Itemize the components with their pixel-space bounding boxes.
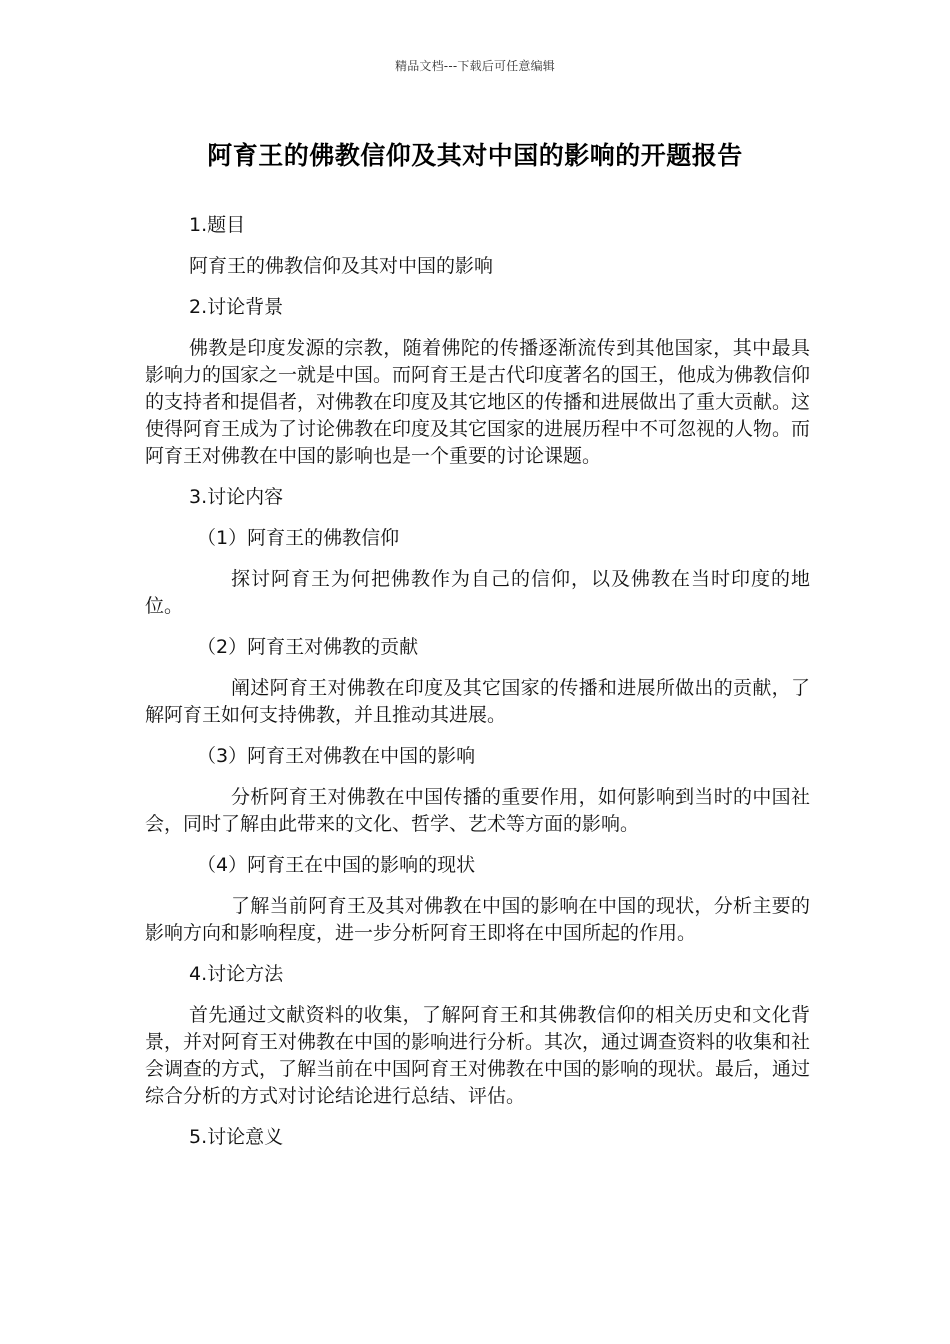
- page-header: 精品文档---下载后可任意编辑: [395, 59, 555, 73]
- subsection-text: 了解当前阿育王及其对佛教在中国的影响在中国的现状，分析主要的影响方向和影响程度，进一步分析阿育王即将在中国所起的作用。: [145, 895, 810, 944]
- subsection-heading: （1）阿育王的佛教信仰: [197, 527, 400, 549]
- subsection-text: 阐述阿育王对佛教在印度及其它国家的传播和进展所做出的贡献，了解阿育王如何支持佛教，并且推动其进展。: [145, 677, 810, 726]
- subsection-text: 探讨阿育王为何把佛教作为自己的信仰，以及佛教在当时印度的地位。: [145, 568, 810, 617]
- document-title: 阿育王的佛教信仰及其对中国的影响的开题报告: [207, 141, 743, 170]
- document-body: [145, 212, 810, 1165]
- section-heading-content: 3.讨论内容: [189, 486, 284, 508]
- section-heading-significance: 5.讨论意义: [189, 1126, 284, 1148]
- section-text-background: 佛教是印度发源的宗教，随着佛陀的传播逐渐流传到其他国家，其中最具影响力的国家之一就是中国。而阿育王是古代印度著名的国王，他成为佛教信仰的支持者和提倡者，对佛教在印度及其它地区的传播和进展做出了重大贡献。这使得阿育王成为了讨论佛教在印度及其它国家的进展历程中不可忽视的人物。而阿育王对佛教在中国的影响也是一个重要的讨论课题。: [145, 337, 811, 467]
- section-heading-method: 4.讨论方法: [189, 963, 284, 985]
- subsection-heading: （4）阿育王在中国的影响的现状: [197, 854, 476, 876]
- section-text-method: 首先通过文献资料的收集，了解阿育王和其佛教信仰的相关历史和文化背景，并对阿育王对佛教在中国的影响进行分析。其次，通过调查资料的收集和社会调查的方式，了解当前在中国阿育王对佛教在中国的影响的现状。最后，通过综合分析的方式对讨论结论进行总结、评估。: [145, 1004, 811, 1107]
- subsection-heading: （2）阿育王对佛教的贡献: [197, 636, 419, 658]
- subsection-heading: （3）阿育王对佛教在中国的影响: [197, 745, 476, 767]
- section-text-topic: 阿育王的佛教信仰及其对中国的影响: [189, 255, 494, 277]
- section-heading-background: 2.讨论背景: [189, 296, 284, 318]
- section-heading-topic: 1.题目: [189, 214, 246, 236]
- subsection-text: 分析阿育王对佛教在中国传播的重要作用，如何影响到当时的中国社会，同时了解由此带来的文化、哲学、艺术等方面的影响。: [145, 786, 810, 835]
